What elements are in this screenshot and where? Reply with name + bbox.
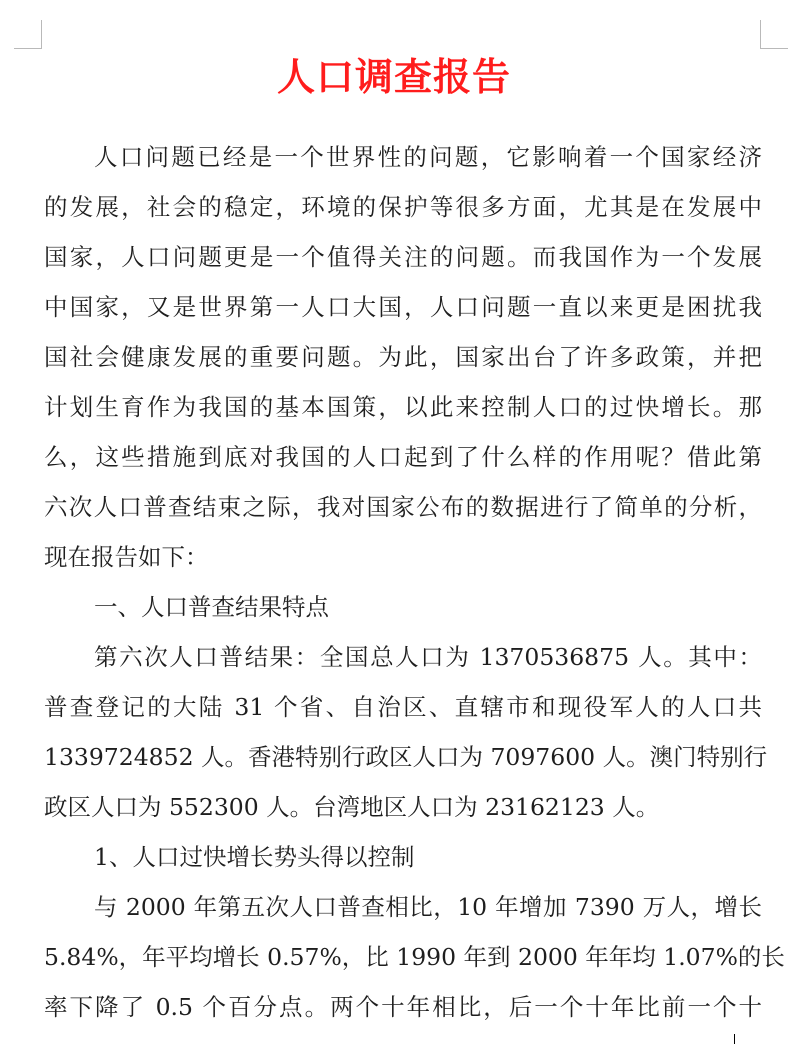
paragraph-line-6[interactable]: 计划生育作为我国的基本国策，以此来控制人口的过快增长。那: [44, 393, 762, 421]
subsection-heading[interactable]: 1、人口过快增长势头得以控制: [94, 843, 415, 871]
crop-mark-top-right-horizontal: [760, 48, 788, 49]
paragraph-line-10[interactable]: 第六次人口普结果：全国总人口为 1370536875 人。其中：: [94, 643, 762, 671]
paragraph-line-16[interactable]: 率下降了 0.5 个百分点。两个十年相比，后一个十年比前一个十: [44, 993, 762, 1021]
text-cursor: [734, 1034, 735, 1044]
paragraph-line-5[interactable]: 国社会健康发展的重要问题。为此，国家出台了许多政策，并把: [44, 343, 762, 371]
document-body[interactable]: [44, 132, 785, 1032]
paragraph-line-4[interactable]: 中国家，又是世界第一人口大国，人口问题一直以来更是困扰我: [44, 293, 762, 321]
section-heading[interactable]: 一、人口普查结果特点: [94, 593, 329, 621]
paragraph-line-15[interactable]: 5.84%，年平均增长 0.57%，比 1990 年到 2000 年年均 1.07%的长: [44, 943, 785, 971]
crop-mark-top-left-vertical: [41, 20, 42, 49]
paragraph-line-13[interactable]: 政区人口为 552300 人。台湾地区人口为 23162123 人。: [44, 793, 660, 821]
paragraph-line-12[interactable]: 1339724852 人。香港特别行政区人口为 7097600 人。澳门特别行: [44, 743, 768, 771]
paragraph-line-11[interactable]: 普查登记的大陆 31 个省、自治区、直辖市和现役军人的人口共: [44, 693, 762, 721]
paragraph-line-2[interactable]: 的发展，社会的稳定，环境的保护等很多方面，尤其是在发展中: [44, 193, 762, 221]
paragraph-line-1[interactable]: 人口问题已经是一个世界性的问题，它影响着一个国家经济: [94, 143, 762, 171]
paragraph-line-3[interactable]: 国家，人口问题更是一个值得关注的问题。而我国作为一个发展: [44, 243, 762, 271]
document-title[interactable]: 人口调查报告: [276, 55, 511, 99]
paragraph-line-8[interactable]: 六次人口普查结束之际，我对国家公布的数据进行了简单的分析，: [44, 493, 762, 521]
paragraph-line-7[interactable]: 么，这些措施到底对我国的人口起到了什么样的作用呢？借此第: [44, 443, 762, 471]
paragraph-line-14[interactable]: 与 2000 年第五次人口普查相比，10 年增加 7390 万人，增长: [94, 893, 762, 921]
crop-mark-top-right-vertical: [760, 20, 761, 49]
paragraph-line-9[interactable]: 现在报告如下：: [44, 543, 209, 571]
crop-mark-top-left-horizontal: [14, 48, 42, 49]
